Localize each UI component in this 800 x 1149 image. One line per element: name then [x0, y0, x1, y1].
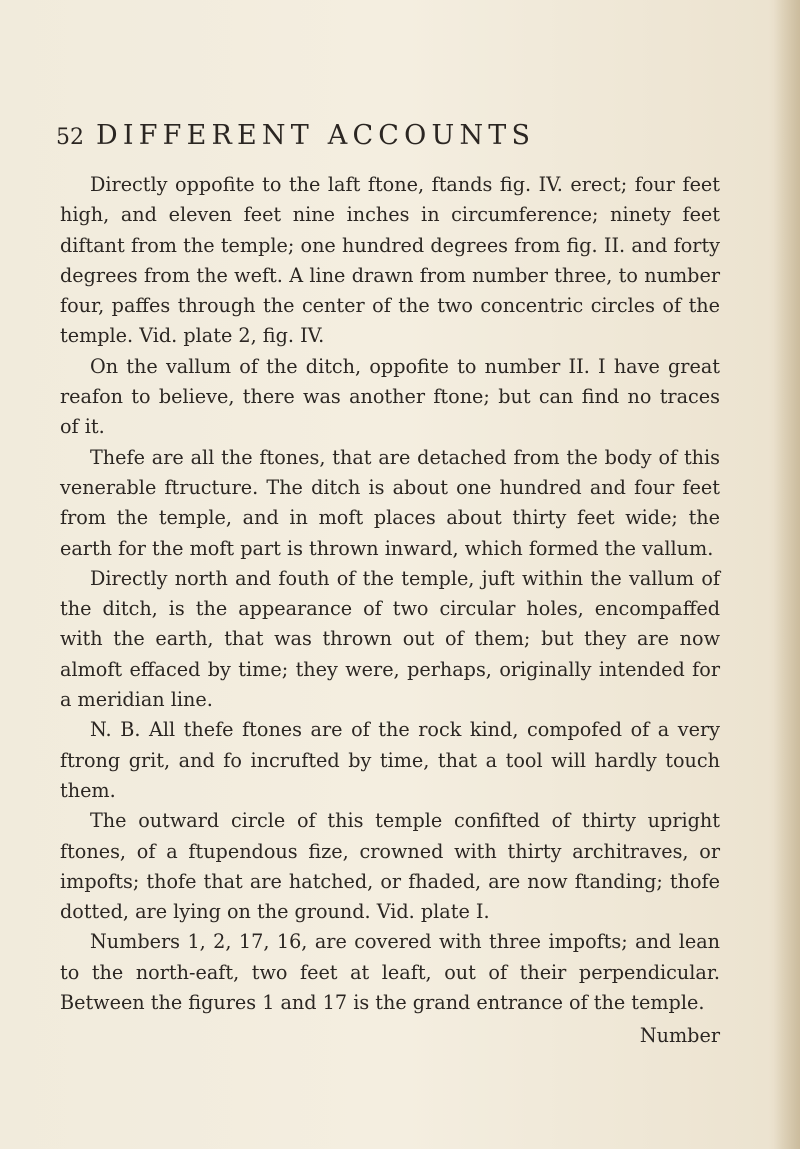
- catchword: Number: [639, 1024, 720, 1047]
- body-text: [60, 170, 720, 1018]
- page-number: 52: [56, 125, 84, 150]
- paragraph: Directly north and fouth of the temple, juft within the vallum of the ditch, is the appearance of two circular holes, encompaffed with the earth, that was thrown out of them; but they are now almoft effaced by time; they were, perhaps, originally intended for a meridian line.: [60, 566, 720, 712]
- paragraph: N. B. All thefe ftones are of the rock kind, compofed of a very ftrong grit, and fo incrufted by time, that a tool will hardly touch them.: [60, 718, 720, 802]
- page-header: [56, 120, 535, 160]
- paragraph: Thefe are all the ftones, that are detached from the body of this venerable ftructure. The ditch is about one hundred and four feet from the temple, and in moft places about thirty feet wide; the earth for the moft part is thrown inward, which formed the vallum.: [60, 445, 720, 560]
- running-head: DIFFERENT ACCOUNTS: [96, 120, 536, 151]
- paragraph: Directly oppofite to the laft ftone, ftands fig. IV. erect; four feet high, and eleven feet nine inches in circumference; ninety feet diftant from the temple; one hundred degrees from fig. II. and forty degrees from the weft. A line drawn from number three, to number four, paffes through the center of the two concentric circles of the temple. Vid. plate 2, fig. IV.: [60, 173, 720, 348]
- paragraph: The outward circle of this temple confifted of thirty upright ftones, of a ftupendous fize, crowned with thirty architraves, or impofts; thofe that are hatched, or fhaded, are now ftanding; thofe dotted, are lying on the ground. Vid. plate I.: [60, 809, 720, 924]
- page-edge-shadow: [774, 0, 800, 1149]
- paragraph: On the vallum of the ditch, oppofite to number II. I have great reafon to believe, there was another ftone; but can find no traces of it.: [60, 354, 720, 439]
- paragraph: Numbers 1, 2, 17, 16, are covered with three impofts; and lean to the north-eaft, two feet at leaft, out of their perpendicular. Between the figures 1 and 17 is the grand entrance of the temple.: [60, 930, 720, 1015]
